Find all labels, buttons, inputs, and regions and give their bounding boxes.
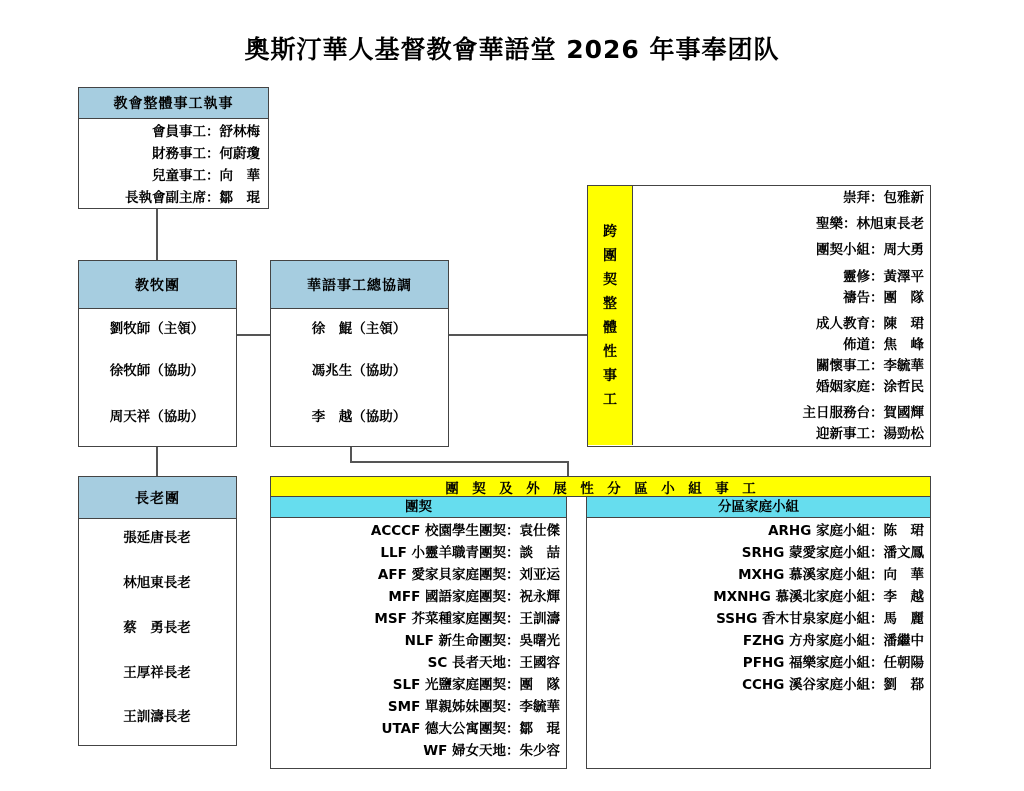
fellowship-row: NLF 新生命團契：吳曙光 bbox=[404, 633, 560, 649]
cross-fellowship-label bbox=[588, 186, 633, 445]
staff-row: 會員事工：舒林梅 bbox=[152, 124, 260, 140]
fellowship-row: SC 長者天地：王國容 bbox=[427, 655, 560, 671]
connector-pastoral-elders bbox=[156, 446, 158, 476]
cross-row: 禱告：團 隊 bbox=[843, 290, 924, 306]
page-title: 奧斯汀華人基督教會華語堂 2026 年事奉团队 bbox=[244, 35, 780, 64]
cross-row: 關懷事工：李毓華 bbox=[816, 358, 924, 374]
fellowship-row: MSF 芥菜種家庭團契：王訓濤 bbox=[374, 611, 560, 627]
coordination-header: 華語事工總協調 bbox=[271, 261, 448, 309]
district-row: MXHG 慕溪家庭小組：向 華 bbox=[738, 567, 924, 583]
fellowship-row: MFF 國語家庭團契：祝永輝 bbox=[388, 589, 560, 605]
connector-coord-down bbox=[350, 446, 352, 462]
staff-row: 長執會副主席：鄒 琨 bbox=[125, 190, 260, 206]
elder-row: 林旭東長老 bbox=[123, 575, 191, 591]
church-staff-box bbox=[78, 87, 269, 209]
church-staff-header: 教會整體事工執事 bbox=[79, 88, 268, 119]
fellowship-row: SLF 光鹽家庭團契：團 隊 bbox=[392, 677, 560, 693]
fellowships-header: 團契 bbox=[271, 497, 566, 518]
connector-pastoral-coord bbox=[237, 334, 270, 336]
staff-row: 財務事工：何蔚瓊 bbox=[152, 146, 260, 162]
elders-header: 長老團 bbox=[79, 477, 236, 519]
fellowships-box bbox=[270, 496, 567, 769]
cross-label-char: 契 bbox=[603, 271, 617, 288]
groups-banner-text: 團 契 及 外 展 性 分 區 小 組 事 工 bbox=[445, 480, 756, 497]
cross-label-char: 體 bbox=[603, 319, 617, 336]
cross-row: 崇拜：包雅新 bbox=[843, 190, 924, 206]
cross-row: 靈修：黃澤平 bbox=[843, 269, 924, 285]
elder-row: 王訓濤長老 bbox=[123, 709, 191, 725]
district-row: CCHG 溪谷家庭小組：劉 鄀 bbox=[742, 677, 924, 693]
connector-coord-groups-v bbox=[567, 461, 569, 476]
coordination-box bbox=[270, 260, 449, 447]
connector-coord-cross bbox=[448, 334, 587, 336]
districts-header: 分區家庭小組 bbox=[587, 497, 930, 518]
fellowship-row: LLF 小靈羊職青團契：談 喆 bbox=[380, 545, 560, 561]
cross-label-char: 整 bbox=[603, 295, 617, 312]
cross-label-char: 跨 bbox=[603, 223, 617, 240]
connector-coord-groups-h bbox=[350, 461, 568, 463]
pastoral-row: 徐牧師（協助） bbox=[109, 363, 205, 379]
pastoral-row: 劉牧師（主領） bbox=[109, 321, 205, 337]
connector-staff-pastoral bbox=[156, 208, 158, 260]
elders-box bbox=[78, 476, 237, 746]
cross-fellowship-box bbox=[587, 185, 931, 447]
pastoral-row: 周天祥（協助） bbox=[109, 409, 205, 425]
district-row: SSHG 香木甘泉家庭小組：馬 麗 bbox=[716, 611, 924, 627]
cross-row: 成人教育：陳 珺 bbox=[816, 316, 924, 332]
district-row: SRHG 蒙愛家庭小組：潘文鳳 bbox=[741, 545, 924, 561]
coordination-row: 李 越（協助） bbox=[311, 409, 407, 425]
elder-row: 張延唐長老 bbox=[123, 530, 191, 546]
cross-label-char: 團 bbox=[603, 247, 617, 264]
district-row: FZHG 方舟家庭小組：潘繼中 bbox=[742, 633, 924, 649]
districts-box bbox=[586, 496, 931, 769]
district-row: PFHG 福樂家庭小組：任朝陽 bbox=[742, 655, 924, 671]
cross-row: 主日服務台：賀國輝 bbox=[802, 405, 924, 421]
fellowship-row: ACCCF 校園學生團契：袁仕傑 bbox=[370, 523, 560, 539]
groups-banner bbox=[270, 476, 931, 497]
fellowship-row: AFF 愛家貝家庭團契：刘亚运 bbox=[377, 567, 560, 583]
district-row: ARHG 家庭小組：陈 珺 bbox=[768, 523, 924, 539]
cross-row: 佈道：焦 峰 bbox=[843, 337, 924, 353]
cross-label-char: 性 bbox=[603, 343, 617, 360]
cross-row: 團契小組：周大勇 bbox=[816, 242, 924, 258]
cross-row: 迎新事工：湯勁松 bbox=[816, 426, 924, 442]
elder-row: 王厚祥長老 bbox=[123, 665, 191, 681]
cross-label-char: 事 bbox=[603, 367, 617, 384]
pastoral-box bbox=[78, 260, 237, 447]
elder-row: 蔡 勇長老 bbox=[123, 620, 191, 636]
cross-label-char: 工 bbox=[603, 391, 617, 408]
fellowship-row: SMF 單親姊妹團契：李毓華 bbox=[387, 699, 560, 715]
district-row: MXNHG 慕溪北家庭小組：李 越 bbox=[713, 589, 924, 605]
cross-row: 聖樂：林旭東長老 bbox=[816, 216, 924, 232]
cross-row: 婚姻家庭：涂哲民 bbox=[816, 379, 924, 395]
fellowship-row: UTAF 德大公寓團契：鄒 琨 bbox=[381, 721, 560, 737]
coordination-row: 徐 鯤（主領） bbox=[311, 321, 407, 337]
fellowship-row: WF 婦女天地：朱少容 bbox=[423, 743, 560, 759]
coordination-row: 馮兆生（協助） bbox=[311, 363, 407, 379]
pastoral-header: 教牧團 bbox=[79, 261, 236, 309]
staff-row: 兒童事工：向 華 bbox=[152, 168, 260, 184]
